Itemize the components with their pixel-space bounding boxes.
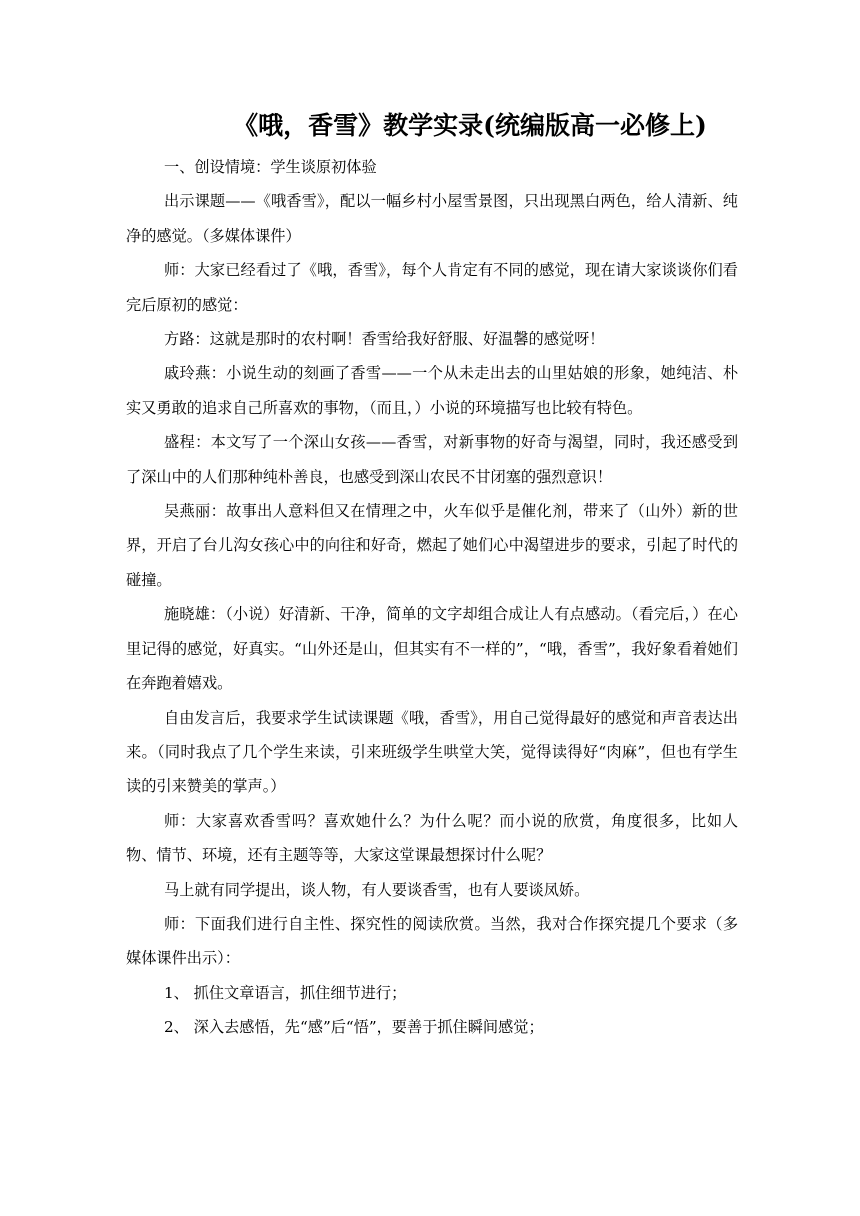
list-item: 2、 深入去感悟，先“感”后“悟”，要善于抓住瞬间感觉； [164,1018,544,1037]
list-item: 1、 抓住文章语言，抓住细节进行； [164,983,407,1002]
paragraph: 吴燕丽：故事出人意料但又在情理之中，火车似乎是催化剂，带来了（山外）新的世界，开启了台儿沟女孩心中的向往和好奇，燃起了她们心中渴望进步的要求，引起了时代的碰撞。 [126,502,738,589]
paragraph: 师：大家喜欢香雪吗？喜欢她什么？为什么呢？而小说的欣赏，角度很多，比如人物、情节、环境，还有主题等等，大家这堂课最想探讨什么呢？ [126,811,738,865]
paragraph: 施晓雄：（小说）好清新、干净，简单的文字却组合成让人有点感动。（看完后，）在心里记得的感觉，好真实。“山外还是山，但其实有不一样的”，“哦，香雪”，我好象看着她们在奔跑着嬉戏。 [126,605,738,693]
paragraph: 师：下面我们进行自主性、探究性的阅读欣赏。当然，我对合作探究提几个要求（多媒体课件出示）： [126,914,738,968]
paragraph: 自由发言后，我要求学生试读课题《哦，香雪》，用自己觉得最好的感觉和声音表达出来。（同时我点了几个学生来读，引来班级学生哄堂大笑，觉得读得好“肉麻”，但也有学生读的引来赞美的掌声。） [126,708,738,796]
document-body [126,150,738,1045]
paragraph: 马上就有同学提出，谈人物，有人要谈香雪，也有人要谈凤娇。 [164,880,590,899]
paragraph: 盛程：本文写了一个深山女孩——香雪，对新事物的好奇与渴望，同时，我还感受到了深山中的人们那种纯朴善良，也感受到深山农民不甘闭塞的强烈意识！ [126,433,738,486]
paragraph: 戚玲燕：小说生动的刻画了香雪——一个从未走出去的山里姑娘的形象，她纯洁、朴实又勇敢的追求自己所喜欢的事物，（而且，）小说的环境描写也比较有特色。 [126,364,738,417]
section-heading: 一、创设情境：学生谈原初体验 [164,158,377,176]
paragraph: 出示课题——《哦香雪》，配以一幅乡村小屋雪景图，只出现黑白两色，给人清新、纯净的感觉。（多媒体课件） [126,192,738,245]
paragraph: 方路：这就是那时的农村啊！香雪给我好舒服、好温馨的感觉呀！ [164,330,605,349]
document-title: 《哦，香雪》教学实录(统编版高一必修上) [233,111,707,140]
paragraph: 师：大家已经看过了《哦，香雪》，每个人肯定有不同的感觉，现在请大家谈谈你们看完后原初的感觉： [126,261,738,314]
